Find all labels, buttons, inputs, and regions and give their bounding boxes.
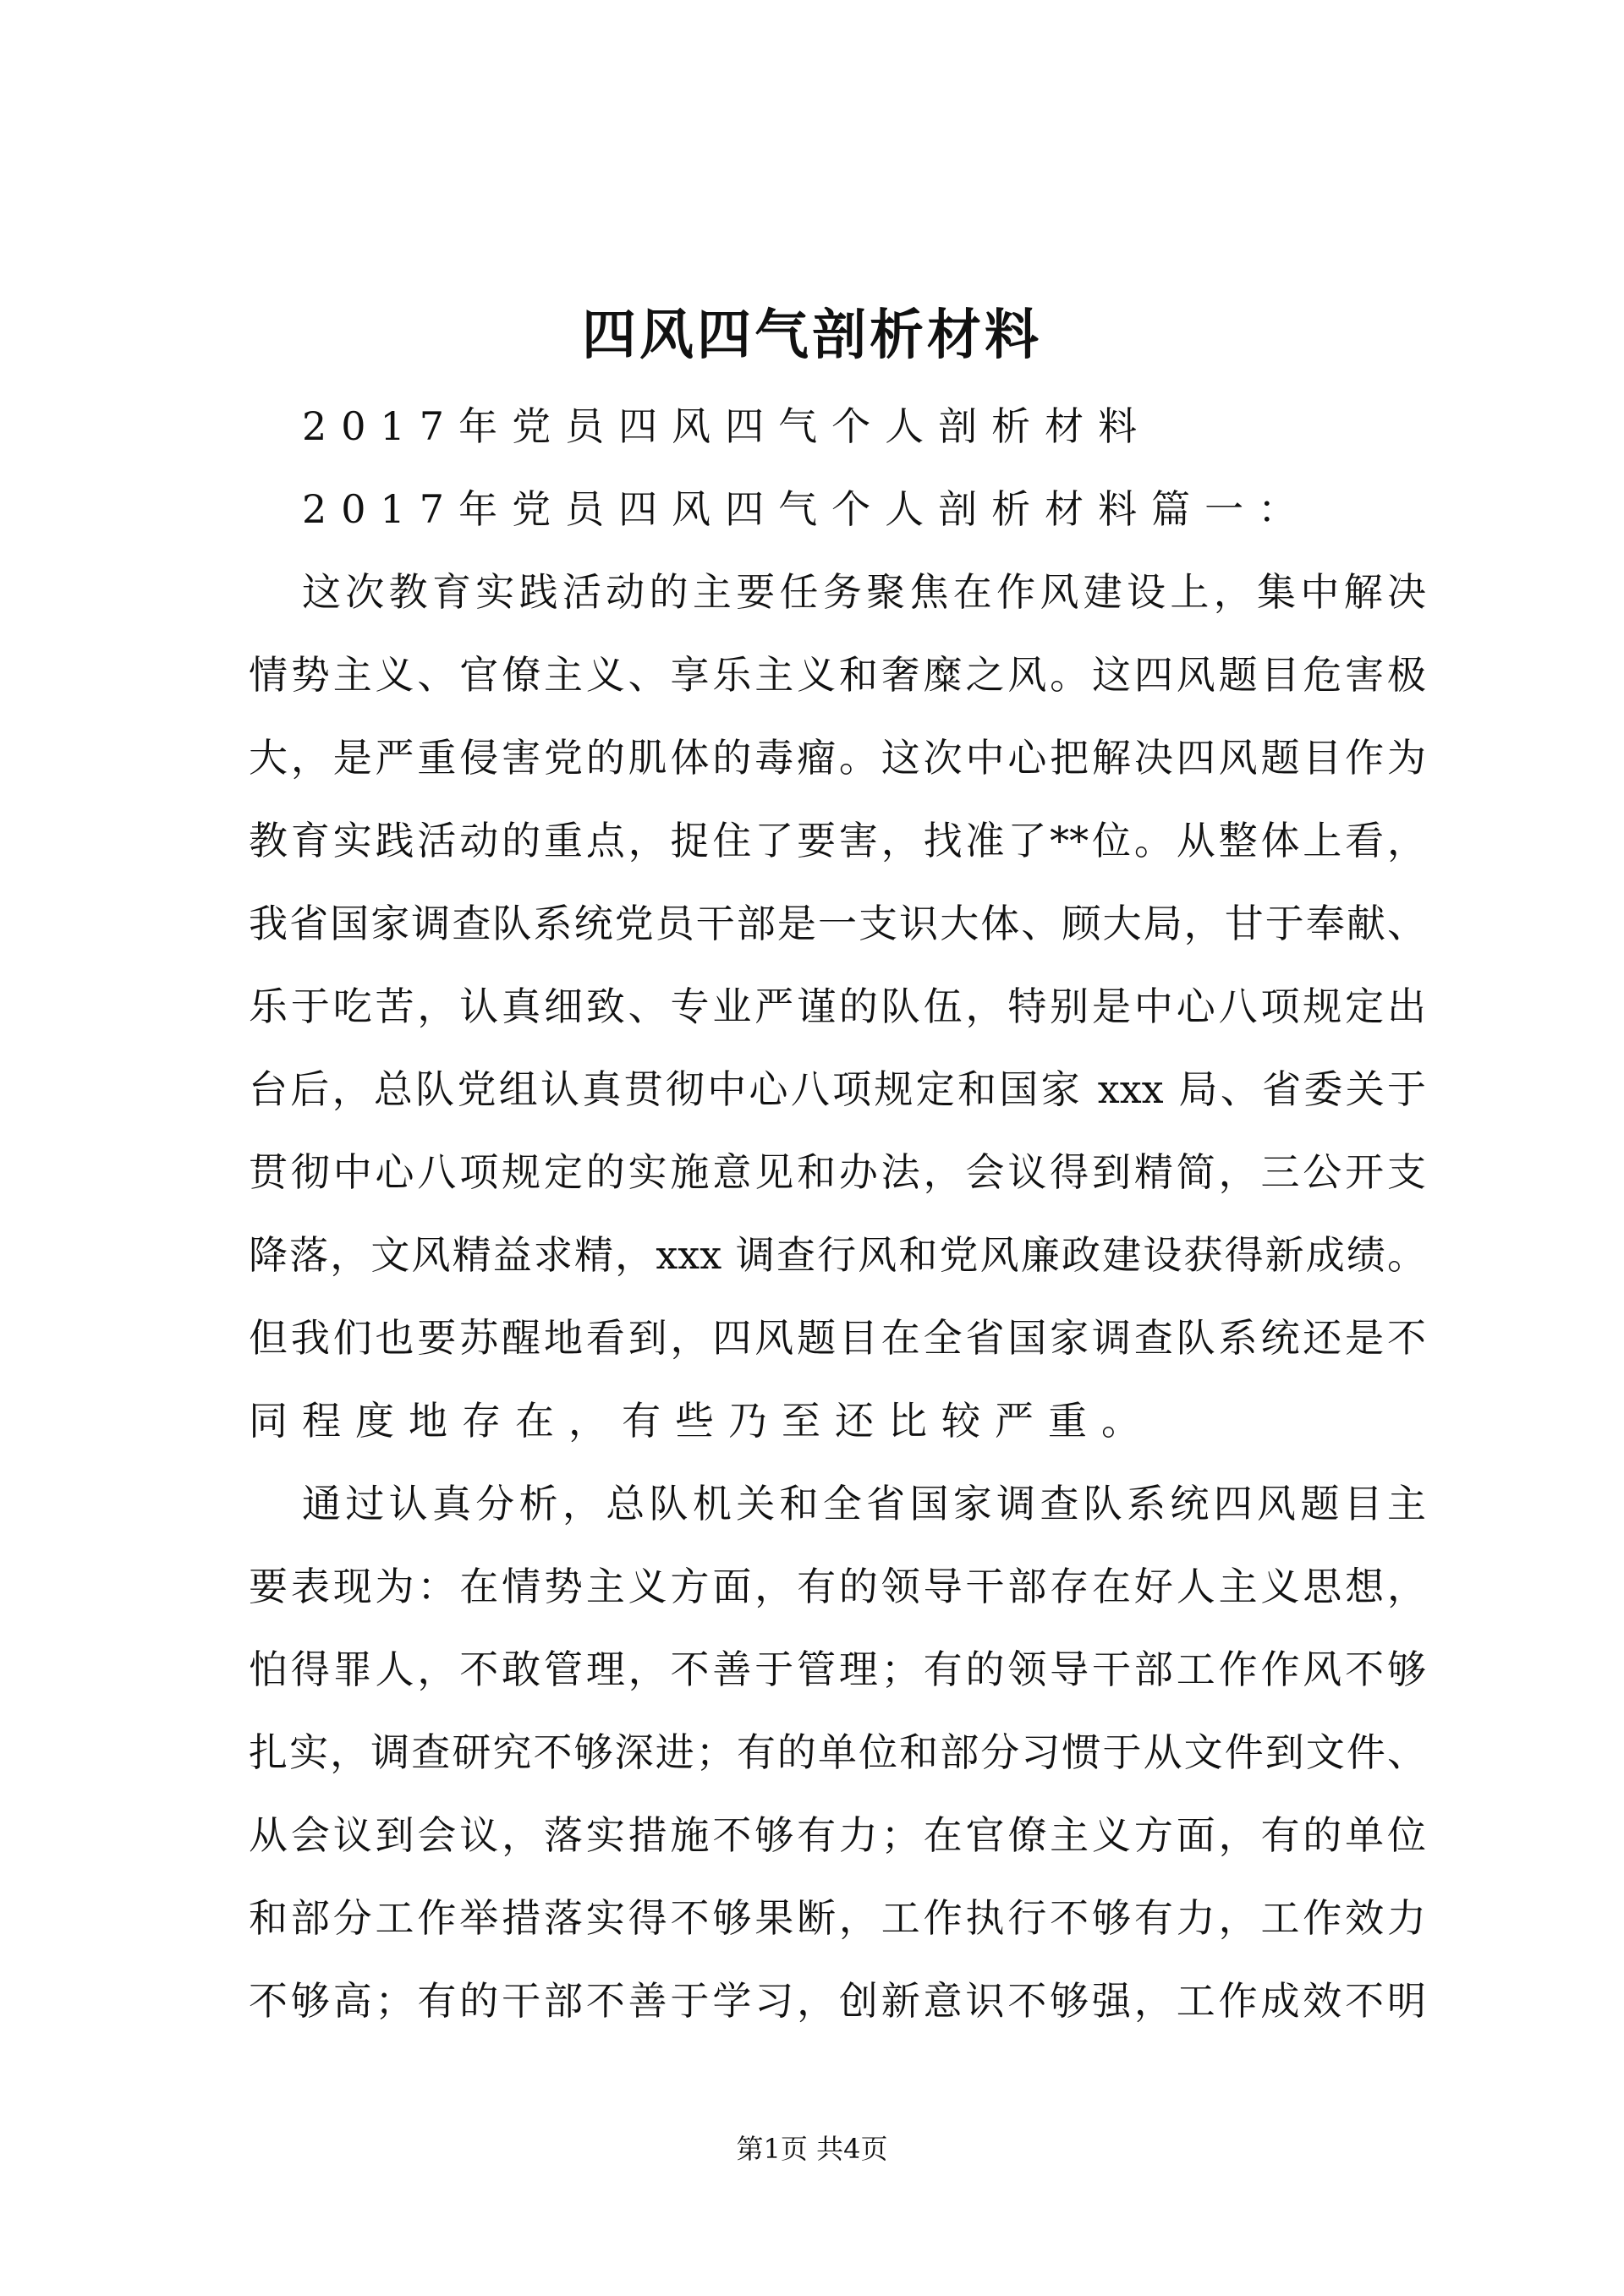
text-line: 台后，总队党组认真贯彻中心八项规定和国家 xxx 局、省委关于 <box>249 1066 1426 1112</box>
text-line: 要表现为：在情势主义方面，有的领导干部存在好人主义思想， <box>249 1564 1426 1609</box>
text-line: 这次教育实践活动的主要任务聚焦在作风建设上，集中解决 <box>302 569 1426 615</box>
text-line: 乐于吃苦，认真细致、专业严谨的队伍，特别是中心八项规定出 <box>249 984 1426 1029</box>
text-line: 教育实践活动的重点，捉住了要害，找准了**位。从整体上看， <box>249 818 1426 863</box>
text-line: 但我们也要苏醒地看到，四风题目在全省国家调查队系统还是不 <box>249 1315 1426 1361</box>
text-line: 情势主义、官僚主义、享乐主义和奢糜之风。这四风题目危害极 <box>249 652 1426 698</box>
text-line: 不够高；有的干部不善于学习，创新意识不够强，工作成效不明 <box>249 1978 1426 2024</box>
page-number-footer: 第1页 共4页 <box>736 2133 888 2165</box>
text-line: 从会议到会议，落实措施不够有力；在官僚主义方面，有的单位 <box>249 1812 1426 1858</box>
subtitle-heading: 2017年党员四风四气个人剖析材料 <box>302 403 1152 449</box>
text-line: 我省国家调查队系统党员干部是一支识大体、顾大局，甘于奉献、 <box>249 901 1426 946</box>
text-line: 扎实，调查研究不够深进；有的单位和部分习惯于从文件到文件、 <box>249 1729 1426 1775</box>
paragraph-2 <box>249 1462 1426 2042</box>
section-heading: 2017年党员四风四气个人剖析材料篇一： <box>302 486 1312 532</box>
text-line: 和部分工作举措落实得不够果断，工作执行不够有力，工作效力 <box>249 1895 1426 1941</box>
text-line: 同程度地存在，有些乃至还比较严重。 <box>249 1398 1155 1444</box>
text-line: 大，是严重侵害党的肌体的毒瘤。这次中心把解决四风题目作为 <box>249 735 1426 781</box>
document-title: 四风四气剖析材料 <box>582 304 1042 367</box>
document-body <box>249 385 1426 2042</box>
text-line: 贯彻中心八项规定的实施意见和办法，会议得到精简，三公开支 <box>249 1149 1426 1195</box>
text-line: 降落，文风精益求精，xxx 调查行风和党风廉政建设获得新成绩。 <box>249 1232 1426 1278</box>
paragraph-1 <box>249 551 1426 1462</box>
text-line: 怕得罪人，不敢管理，不善于管理；有的领导干部工作作风不够 <box>249 1647 1426 1692</box>
text-line: 通过认真分析，总队机关和全省国家调查队系统四风题目主 <box>302 1481 1426 1526</box>
